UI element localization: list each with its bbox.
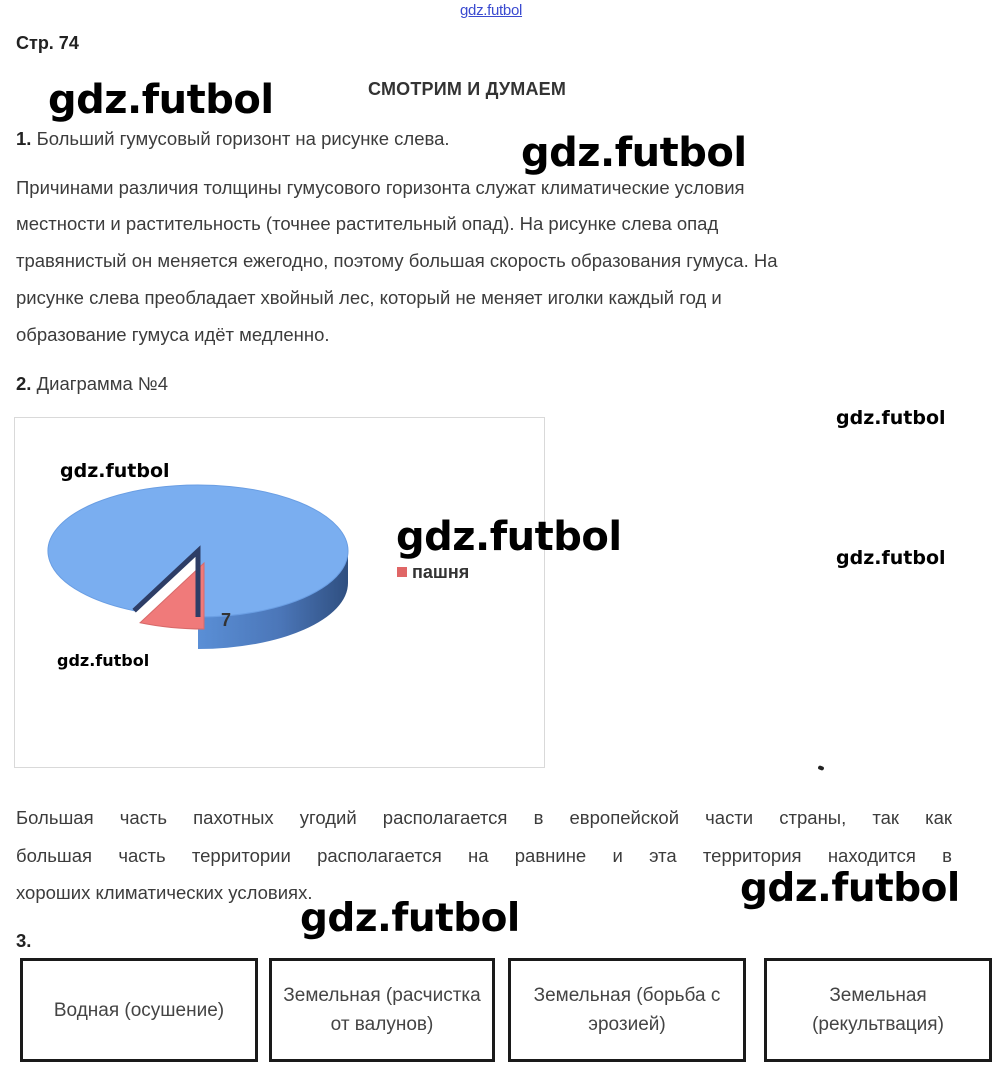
watermark: gdz.futbol: [836, 547, 946, 569]
q2-number: 2.: [16, 373, 32, 394]
pie-data-label: 7: [220, 610, 232, 630]
q1-paragraph-line: местности и растительность (точнее растительный опад). На рисунке слева опад: [16, 213, 719, 234]
answer-box-recultivation: Земельная (рекультвация): [764, 958, 992, 1062]
answer-box-erosion: Земельная (борьба с эрозией): [508, 958, 746, 1062]
answer-box-boulders: Земельная (расчистка от валунов): [269, 958, 495, 1062]
top-watermark-link[interactable]: gdz.futbol: [460, 2, 523, 19]
section-title: СМОТРИМ И ДУМАЕМ: [368, 79, 567, 99]
legend-label-pashnya: пашня: [412, 562, 470, 582]
q1-paragraph-line: травянистый он меняется ежегодно, поэтому большая скорость образования гумуса. На: [16, 250, 778, 271]
q1-answer: Больший гумусовый горизонт на рисунке слева.: [31, 128, 450, 149]
q1-paragraph-line: рисунке слева преобладает хвойный лес, который не меняет иголки каждый год и: [16, 287, 722, 308]
answer-box-water: Водная (осушение): [20, 958, 258, 1062]
q3-number: 3.: [16, 930, 32, 951]
q1-paragraph-line: Причинами различия толщины гумусового горизонта служат климатические условия: [16, 177, 745, 198]
watermark: gdz.futbol: [48, 77, 274, 123]
q2-paragraph-line: хороших климатических условиях.: [16, 882, 313, 903]
watermark: gdz.futbol: [396, 514, 622, 560]
page-number: Стр. 74: [16, 33, 79, 53]
watermark: gdz.futbol: [60, 460, 170, 482]
q1-paragraph-line: образование гумуса идёт медленно.: [16, 324, 330, 345]
legend-swatch-pashnya: [397, 567, 407, 577]
watermark: gdz.futbol: [836, 407, 946, 429]
pie-slices: [48, 485, 348, 661]
watermark: gdz.futbol: [521, 130, 747, 176]
watermark: gdz.futbol: [740, 866, 960, 911]
q2-paragraph-line: Большая часть пахотных угодий располагается в европейской части страны, так как: [16, 807, 952, 828]
q2-label: Диаграмма №4: [31, 373, 169, 394]
watermark: gdz.futbol: [57, 651, 150, 670]
watermark: gdz.futbol: [300, 896, 520, 941]
q2-paragraph-line: большая часть территории располагается на равнине и эта территория находится в: [16, 845, 952, 866]
q1-number: 1.: [16, 128, 32, 149]
